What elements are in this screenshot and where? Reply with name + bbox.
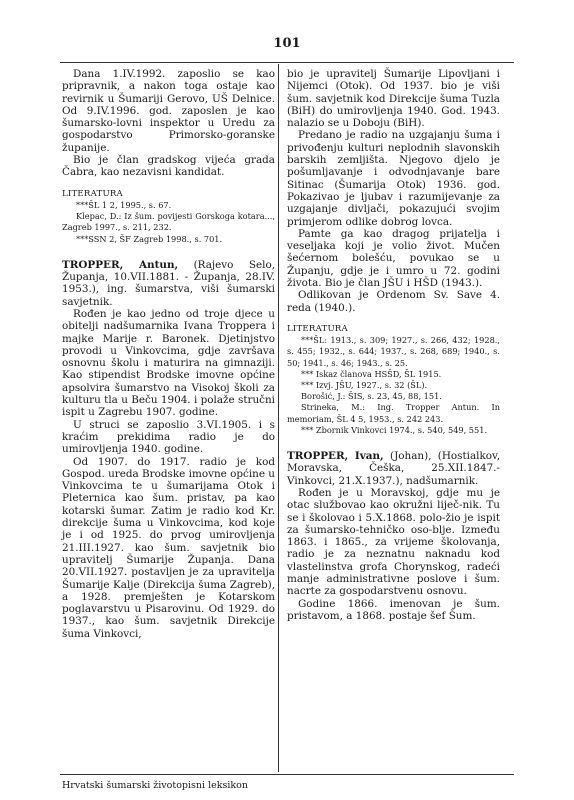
paragraph: U struci se zaposlio 3.VI.1905. i s kraćim prekidima radio je do umirovljenja 1940. godine. [62,418,275,456]
right-column [287,68,500,622]
entry-header [287,450,500,487]
literature-heading: LITERATURA [62,188,123,199]
footer-rule [60,774,514,775]
literature-item: *** Zbornik Vinkovci 1974., s. 540, 549, 551. [301,424,488,435]
entry-name: TROPPER, Ivan, [287,450,384,463]
entry-name: TROPPER, Antun, [62,258,179,271]
literature-list [62,200,275,245]
footer-text: Hrvatski šumarski životopisni leksikon [62,780,249,791]
literature-item: Borošić, J.: ŠIS, s. 23, 45, 88, 151. [301,391,442,402]
literature-item: Strineka, M.: Ing. Tropper Antun. In memoriam, ŠL 4 5, 1953., s. 242 243. [287,402,500,424]
literature-item: Klepac, D.: Iz šum. povijesti Gorskoga kotara..., Zagreb 1997., s. 211, 232. [62,211,275,233]
paragraph: Godine 1866. imenovan je šum. pristavom, a 1868. postaje šef Šum. [287,597,500,622]
entry-intro: (Rajevo Selo, Županja, 10.VII.1881. - Županja, 28.IV. 1953.), ing. šumarstva, viši šumarski savjetnik. [62,258,276,308]
literature-item: ***SSN 2, ŠF Zagreb 1998., s. 701. [76,233,223,244]
literature-item: ***ŠL 1 2, 1995., s. 67. [76,199,172,210]
paragraph: Rođen je u Moravskoj, gdje mu je otac službovao kao okružni liječ-nik. Tu se i školovao i 5.X.1868. polo-žio je ispit za šumarsko-tehničko oso-blje. Između 1863. i 1865., za vrijeme školovanja, radio je za neznatnu naknadu kod vlastelinstva grofa Chorynskog, radeći manje administrativne poslove i šum. nacrte za gospodarstvenu osnovu. [287,486,500,598]
page-number: 101 [273,36,301,51]
literature-item: *** Iskaz članova HSŠD, ŠL 1915. [301,368,442,379]
literature-heading: LITERATURA [287,323,348,334]
paragraph: Odlikovan je Ordenom Sv. Save 4. reda (1940.). [287,289,500,314]
paragraph: Predano je radio na uzgajanju šuma i privođenju kulturi neplodnih slavonskih barskih zemljišta. Njegovo djelo je pošumljavanje i odvodnjavanje bare Sitinac (Šumarija Otok) 1936. god. Pokazivao je ljubav i razumijevanje za uzgajanje divljači, pokazujući svojim primjerom odlike dobrog lovca. [287,129,500,228]
literature-list [287,335,500,436]
paragraph: Rođen je kao jedno od troje djece u obitelji nadšumarnika Ivana Troppera i majke Marije r. Baronek. Djetinjstvo provodi u Vinkovcima, gdje završava osnovnu školu i maturira na gimnaziji. Kao stipendist Brodske imovne općine apsolvira šumarstvo na Visokoj školi za kulturu tla u Beču 1904. i polaže stručni ispit u Zagrebu 1907. godine. [62,307,275,419]
header-rule [60,62,514,63]
paragraph: Pamte ga kao dragog prijatelja i veseljaka koji je volio život. Mučen šećernom bolešću, povukao se u Županju, gdje je i umro u 72. godini života. Bio je član JŠU i HŠD (1943.). [287,227,500,290]
literature-item: ***ŠL: 1913., s. 309; 1927., s. 266, 432; 1928., s. 455; 1932., s. 644; 1937., s. 268, 689; 1940., s. 50; 1941., s. 46; 1943., s. 25. [287,335,500,368]
paragraph: Od 1907. do 1917. radio je kod Gospod. ureda Brodske imovne općine u Vinkovcima te u šumarijama Otok i Pleternica kao šum. pristav, pa kao kotarski šumar. Zatim je radio kod Kr. direkcije šuma u Vinkovcima, kod koje je i od 1925. do prvog umirovljenja 21.III.1927. kao šum. savjetnik bio upravitelj Šumarije Županja. Dana 20.VII.1927. postavljen je za upravitelja Šumarije Kalje (Direkcija šuma Zagreb), a 1928. premješten je Kotarskom poglavarstvu u Pisarovinu. Od 1929. do 1937., kao šum. savjetnik Direkcije šuma Vinkovci, [62,455,275,640]
left-column [62,68,275,640]
column-divider [278,64,279,772]
paragraph: Bio je član gradskog vijeća grada Čabra, kao nezavisni kandidat. [62,154,275,179]
paragraph: bio je upravitelj Šumarije Lipovljani i Nijemci (Otok). Od 1937. bio je viši šum. savjetnik kod Direkcije šuma Tuzla (BiH) do umirovljenja 1940. God. 1943. nalazio se u Doboju (BiH). [287,68,500,130]
entry-intro: (Johan), (Hostialkov, Moravska, Češka, 25.XII.1847.- Vinkovci, 21.X.1937.), nadšumarnik. [287,450,500,487]
literature-item: *** Izvj. JŠU, 1927., s. 32 (ŠL). [301,380,428,391]
entry-header [62,259,275,308]
paragraph: Dana 1.IV.1992. zaposlio se kao pripravnik, a nakon toga ostaje kao revirnik u Šumariji Gerovo, UŠ Delnice. Od 9.IV.1996. god. zaposlen je kao šumarsko-lovni inspektor u Uredu za gospodarstvo Primorsko-goranske županije. [62,68,275,154]
